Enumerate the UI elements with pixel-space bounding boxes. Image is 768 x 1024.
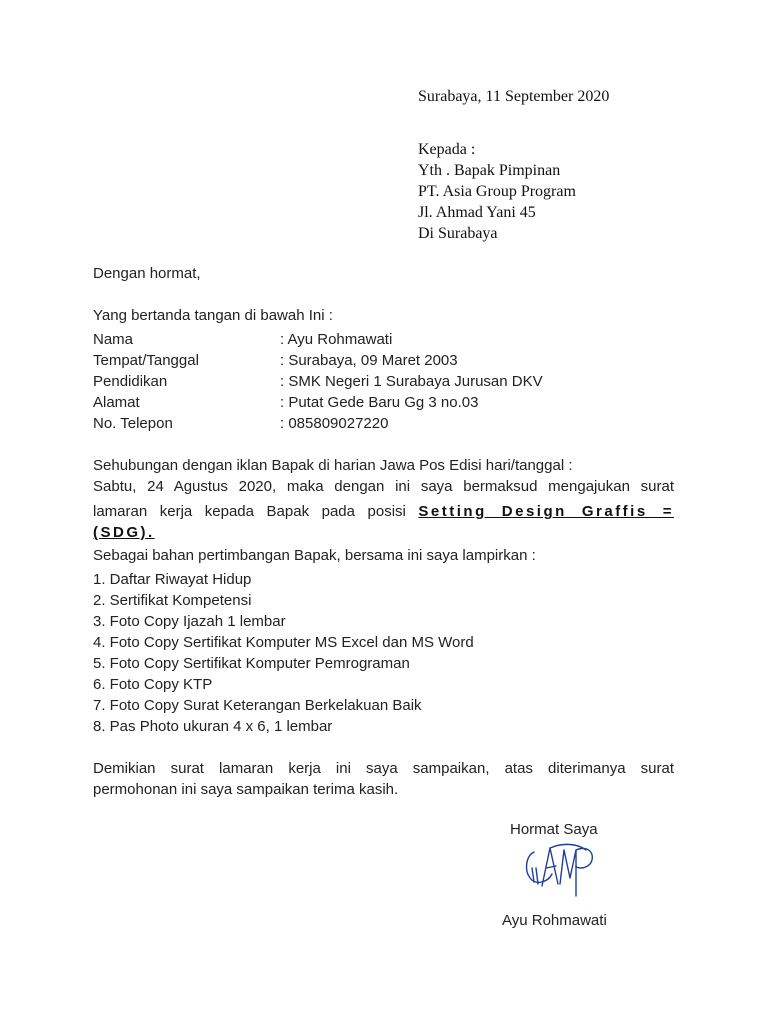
body-line <box>93 501 674 522</box>
attachment-item: 6. Foto Copy KTP <box>93 676 213 693</box>
attachments-list <box>93 569 474 737</box>
detail-row <box>93 329 543 350</box>
salutation: Dengan hormat, <box>93 265 201 282</box>
detail-row <box>93 350 543 371</box>
attachment-item: 4. Foto Copy Sertifikat Komputer MS Excel dan MS Word <box>93 634 474 651</box>
body-line: Sabtu, 24 Agustus 2020, maka dengan ini saya bermaksud mengajukan surat <box>93 478 674 495</box>
detail-label: No. Telepon <box>93 415 173 432</box>
detail-label: Tempat/Tanggal <box>93 352 199 369</box>
detail-label: Alamat <box>93 394 140 411</box>
letter-date: Surabaya, 11 September 2020 <box>418 88 610 105</box>
recipient-line: Jl. Ahmad Yani 45 <box>418 204 536 221</box>
body-line: Sehubungan dengan iklan Bapak di harian Jawa Pos Edisi hari/tanggal : <box>93 457 573 474</box>
closing-regards: Hormat Saya <box>510 821 598 838</box>
closing-paragraph <box>93 758 674 800</box>
signature-image <box>520 838 600 900</box>
detail-value: : 085809027220 <box>280 415 389 432</box>
closing-line: Demikian surat lamaran kerja ini saya sampaikan, atas diterimanya surat <box>93 760 674 777</box>
detail-value: : Putat Gede Baru Gg 3 no.03 <box>280 394 479 411</box>
detail-value: : SMK Negeri 1 Surabaya Jurusan DKV <box>280 373 543 390</box>
detail-row <box>93 371 543 392</box>
position-code: (SDG). <box>93 524 155 541</box>
attachment-item: 8. Pas Photo ukuran 4 x 6, 1 lembar <box>93 718 333 735</box>
recipient-line: PT. Asia Group Program <box>418 183 576 200</box>
body-line-text: lamaran kerja kepada Bapak pada posisi <box>93 503 406 520</box>
detail-row <box>93 413 543 434</box>
detail-value: : Ayu Rohmawati <box>280 331 393 348</box>
recipient-address <box>418 139 576 244</box>
attachments-intro: Sebagai bahan pertimbangan Bapak, bersama ini saya lampirkan : <box>93 547 536 564</box>
closing-line: permohonan ini saya sampaikan terima kasih. <box>93 781 399 798</box>
position-title: Setting Design Graffis = <box>418 503 674 520</box>
recipient-line: Yth . Bapak Pimpinan <box>418 162 561 179</box>
detail-value: : Surabaya, 09 Maret 2003 <box>280 352 458 369</box>
signer-name: Ayu Rohmawati <box>502 912 607 929</box>
attachment-item: 7. Foto Copy Surat Keterangan Berkelakuan Baik <box>93 697 422 714</box>
attachment-item: 1. Daftar Riwayat Hidup <box>93 571 252 588</box>
attachment-item: 3. Foto Copy Ijazah 1 lembar <box>93 613 286 630</box>
detail-row <box>93 392 543 413</box>
intro-line: Yang bertanda tangan di bawah Ini : <box>93 307 333 324</box>
body-paragraph <box>93 455 674 543</box>
body-line <box>93 522 674 543</box>
recipient-line: Di Surabaya <box>418 225 498 242</box>
attachment-item: 5. Foto Copy Sertifikat Komputer Pemrograman <box>93 655 410 672</box>
detail-label: Pendidikan <box>93 373 168 390</box>
detail-label: Nama <box>93 331 134 348</box>
attachment-item: 2. Sertifikat Kompetensi <box>93 592 252 609</box>
applicant-details <box>93 329 543 434</box>
recipient-line: Kepada : <box>418 141 476 158</box>
